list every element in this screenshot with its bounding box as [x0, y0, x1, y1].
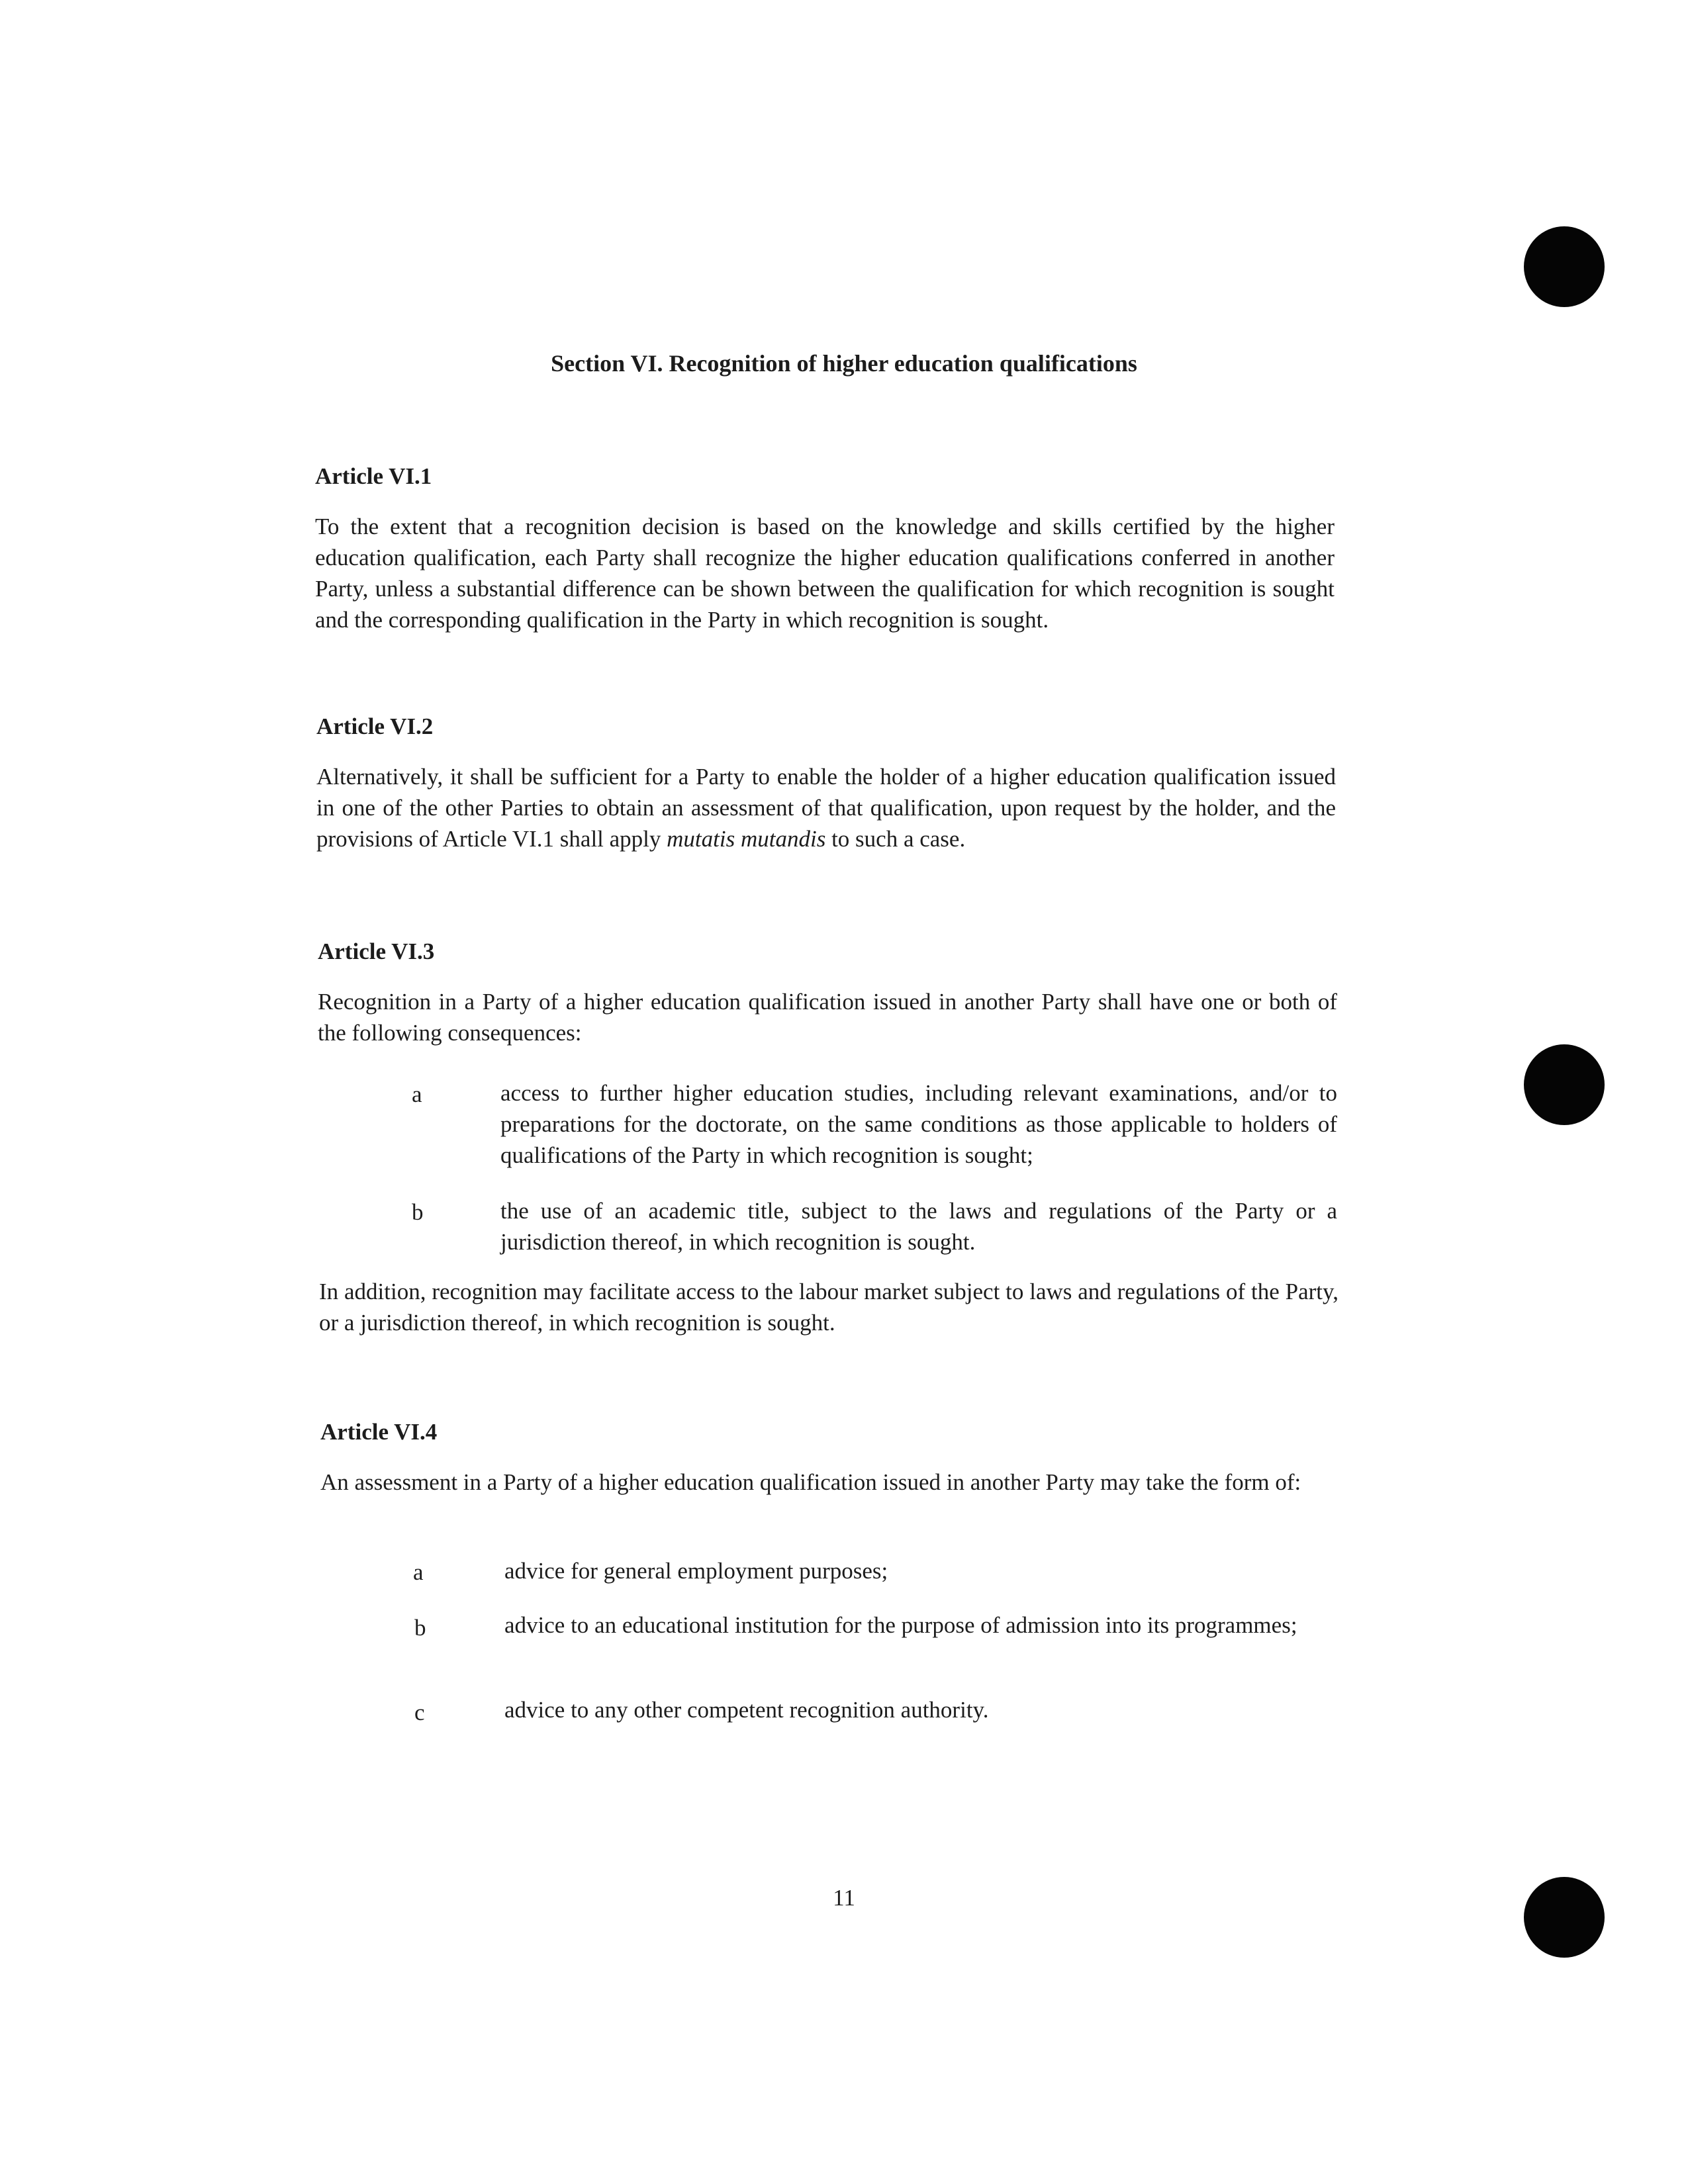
article-vi-2-paragraph: [316, 761, 1336, 854]
list-item-text: access to further higher education studies, including relevant examinations, and/or to preparations for the doctorate, on the same conditions as those applicable to holders of qualifications of the Party in which recognition is sought;: [500, 1080, 1337, 1168]
list-item-letter: c: [414, 1700, 425, 1725]
list-item-text: advice to any other competent recognition authority.: [504, 1697, 989, 1723]
list-item-letter: b: [412, 1199, 424, 1225]
article-title-vi-1: Article VI.1: [315, 463, 432, 489]
article-title-vi-4: Article VI.4: [320, 1419, 438, 1445]
article-vi-2-text-after: to such a case.: [825, 826, 966, 852]
punch-hole-top: [1524, 226, 1605, 307]
article-title-vi-2: Article VI.2: [316, 713, 434, 739]
list-item-letter: a: [412, 1081, 422, 1107]
list-item-text: advice for general employment purposes;: [504, 1558, 888, 1584]
article-title-vi-3: Article VI.3: [318, 938, 435, 964]
page-number: 11: [833, 1885, 855, 1911]
list-item-letter: a: [413, 1559, 424, 1585]
article-vi-1-paragraph: To the extent that a recognition decision is based on the knowledge and skills certified by the higher education qualification, each Party shall recognize the higher education qualifications conferred in another Party, unless a substantial difference can be shown between the qualification for which recognition is sought and the corresponding qualification in the Party in which recognition is sought.: [315, 514, 1335, 633]
article-vi-3-closing: In addition, recognition may facilitate access to the labour market subject to laws and regulations of the Party, or a jurisdiction thereof, in which recognition is sought.: [319, 1279, 1338, 1336]
punch-hole-middle: [1524, 1044, 1605, 1125]
section-title: Section VI. Recognition of higher education qualifications: [551, 350, 1137, 377]
list-item-text: the use of an academic title, subject to the laws and regulations of the Party or a jurisdiction thereof, in which recognition is sought.: [500, 1198, 1337, 1255]
list-item-letter: b: [414, 1615, 426, 1641]
article-vi-4-intro: An assessment in a Party of a higher education qualification issued in another Party may take the form of:: [320, 1469, 1301, 1495]
list-item-text: advice to an educational institution for the purpose of admission into its programmes;: [504, 1612, 1297, 1638]
article-vi-2-text-before: Alternatively, it shall be sufficient for a Party to enable the holder of a higher education qualification issued in one of the other Parties to obtain an assessment of that qualification, upon request by the holder, and the provisions of Article VI.1 shall apply: [316, 764, 1336, 852]
article-vi-3-intro: Recognition in a Party of a higher education qualification issued in another Party shall have one or both of the following consequences:: [318, 989, 1337, 1046]
article-vi-2-italic-phrase: mutatis mutandis: [667, 826, 826, 852]
